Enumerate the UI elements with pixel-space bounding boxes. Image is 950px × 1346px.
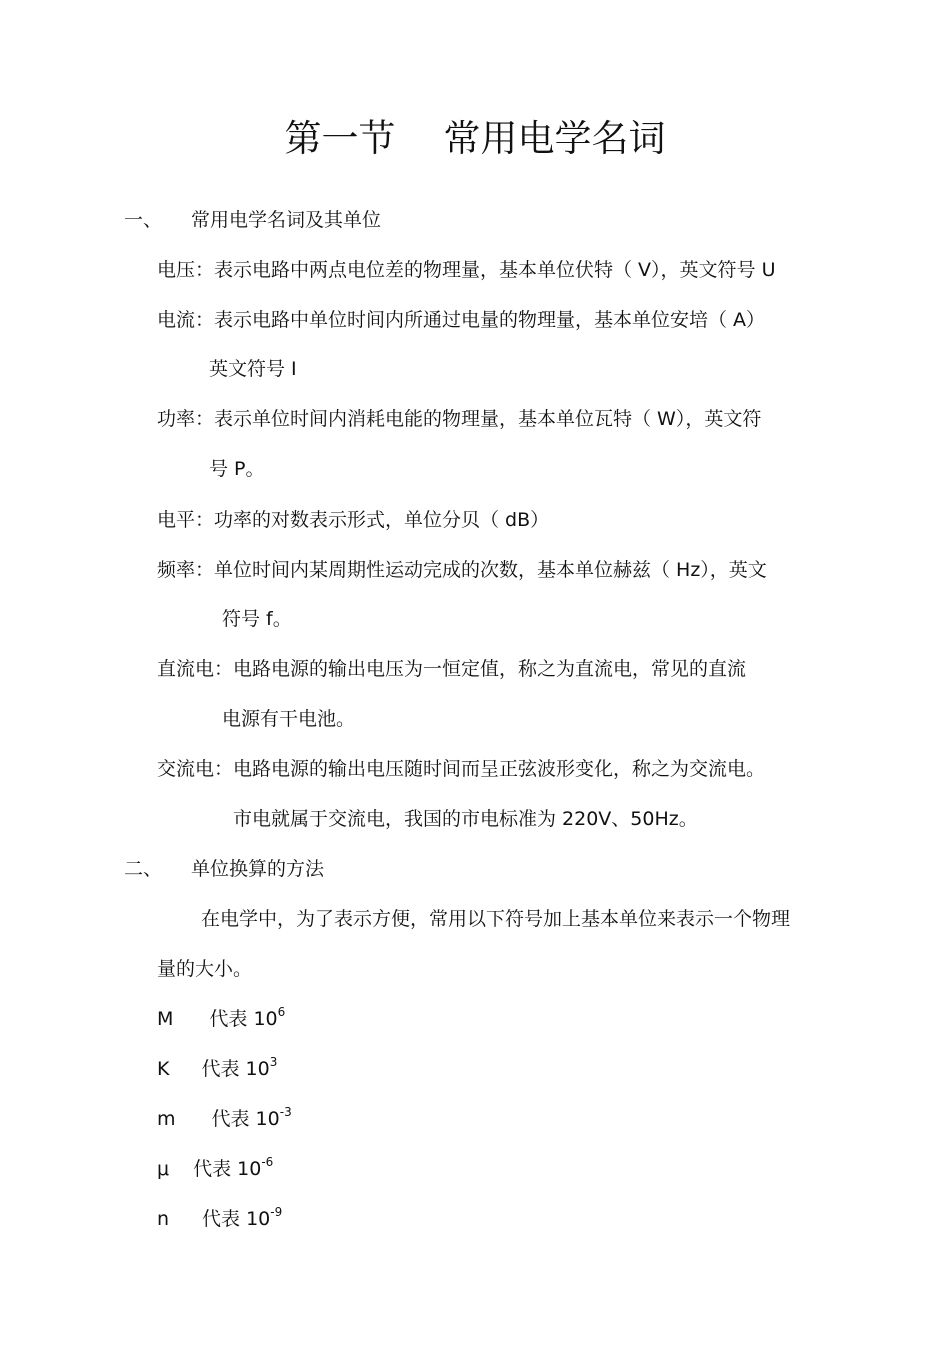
prefix-meaning: 代表 10 (193, 1158, 262, 1180)
page-title (0, 116, 950, 162)
prefix-meaning: 代表 10 (209, 1008, 278, 1030)
prefix-exponent: 6 (277, 1005, 286, 1019)
title-text: 常用电学名词 (443, 117, 666, 160)
prefix-row (157, 1057, 277, 1081)
definition-line: 直流电：电路电源的输出电压为一恒定值，称之为直流电，常见的直流 (157, 658, 747, 680)
prefix-meaning: 代表 10 (201, 1058, 270, 1080)
definition-line: 符号 f。 (222, 608, 292, 630)
section-2-paragraph-line-1: 在电学中，为了表示方便，常用以下符号加上基本单位来表示一个物理 (201, 908, 791, 930)
definition-line: 频率：单位时间内某周期性运动完成的次数，基本单位赫兹（ Hz），英文 (157, 559, 767, 581)
definition-line: 号 P。 (209, 458, 265, 480)
prefix-meaning: 代表 10 (202, 1208, 271, 1230)
prefix-symbol: K (157, 1058, 170, 1080)
definition-line: 电平：功率的对数表示形式，单位分贝（ dB） (157, 509, 550, 531)
prefix-row (157, 1207, 282, 1231)
definition-line: 电流：表示电路中单位时间内所通过电量的物理量，基本单位安培（ A） (157, 309, 766, 331)
definition-line: 功率：表示单位时间内消耗电能的物理量，基本单位瓦特（ W），英文符 (157, 408, 762, 430)
prefix-row (157, 1007, 285, 1031)
title-section-number: 第一节 (284, 117, 396, 160)
definition-line: 交流电：电路电源的输出电压随时间而呈正弦波形变化，称之为交流电。 (157, 758, 766, 780)
prefix-meaning: 代表 10 (211, 1108, 280, 1130)
definition-line: 电源有干电池。 (222, 708, 356, 730)
prefix-symbol: μ (157, 1158, 170, 1180)
prefix-symbol: n (157, 1208, 170, 1230)
prefix-symbol: M (157, 1008, 174, 1030)
prefix-exponent: -3 (279, 1105, 292, 1119)
definition-line: 电压：表示电路中两点电位差的物理量，基本单位伏特（ V），英文符号 U (157, 259, 776, 281)
prefix-exponent: -6 (261, 1155, 274, 1169)
section-2-number: 二、 (124, 858, 163, 880)
section-1-number: 一、 (124, 209, 163, 231)
prefix-symbol: m (157, 1108, 176, 1130)
prefix-row (157, 1107, 292, 1131)
prefix-exponent: 3 (269, 1055, 278, 1069)
definition-line: 市电就属于交流电，我国的市电标准为 220V、50Hz。 (233, 808, 698, 830)
prefix-row (157, 1157, 273, 1181)
definition-line: 英文符号 I (209, 358, 297, 380)
section-2-paragraph-line-2: 量的大小。 (157, 958, 253, 980)
section-2-heading: 单位换算的方法 (191, 858, 325, 880)
section-1-heading: 常用电学名词及其单位 (191, 209, 382, 231)
prefix-exponent: -9 (270, 1205, 283, 1219)
